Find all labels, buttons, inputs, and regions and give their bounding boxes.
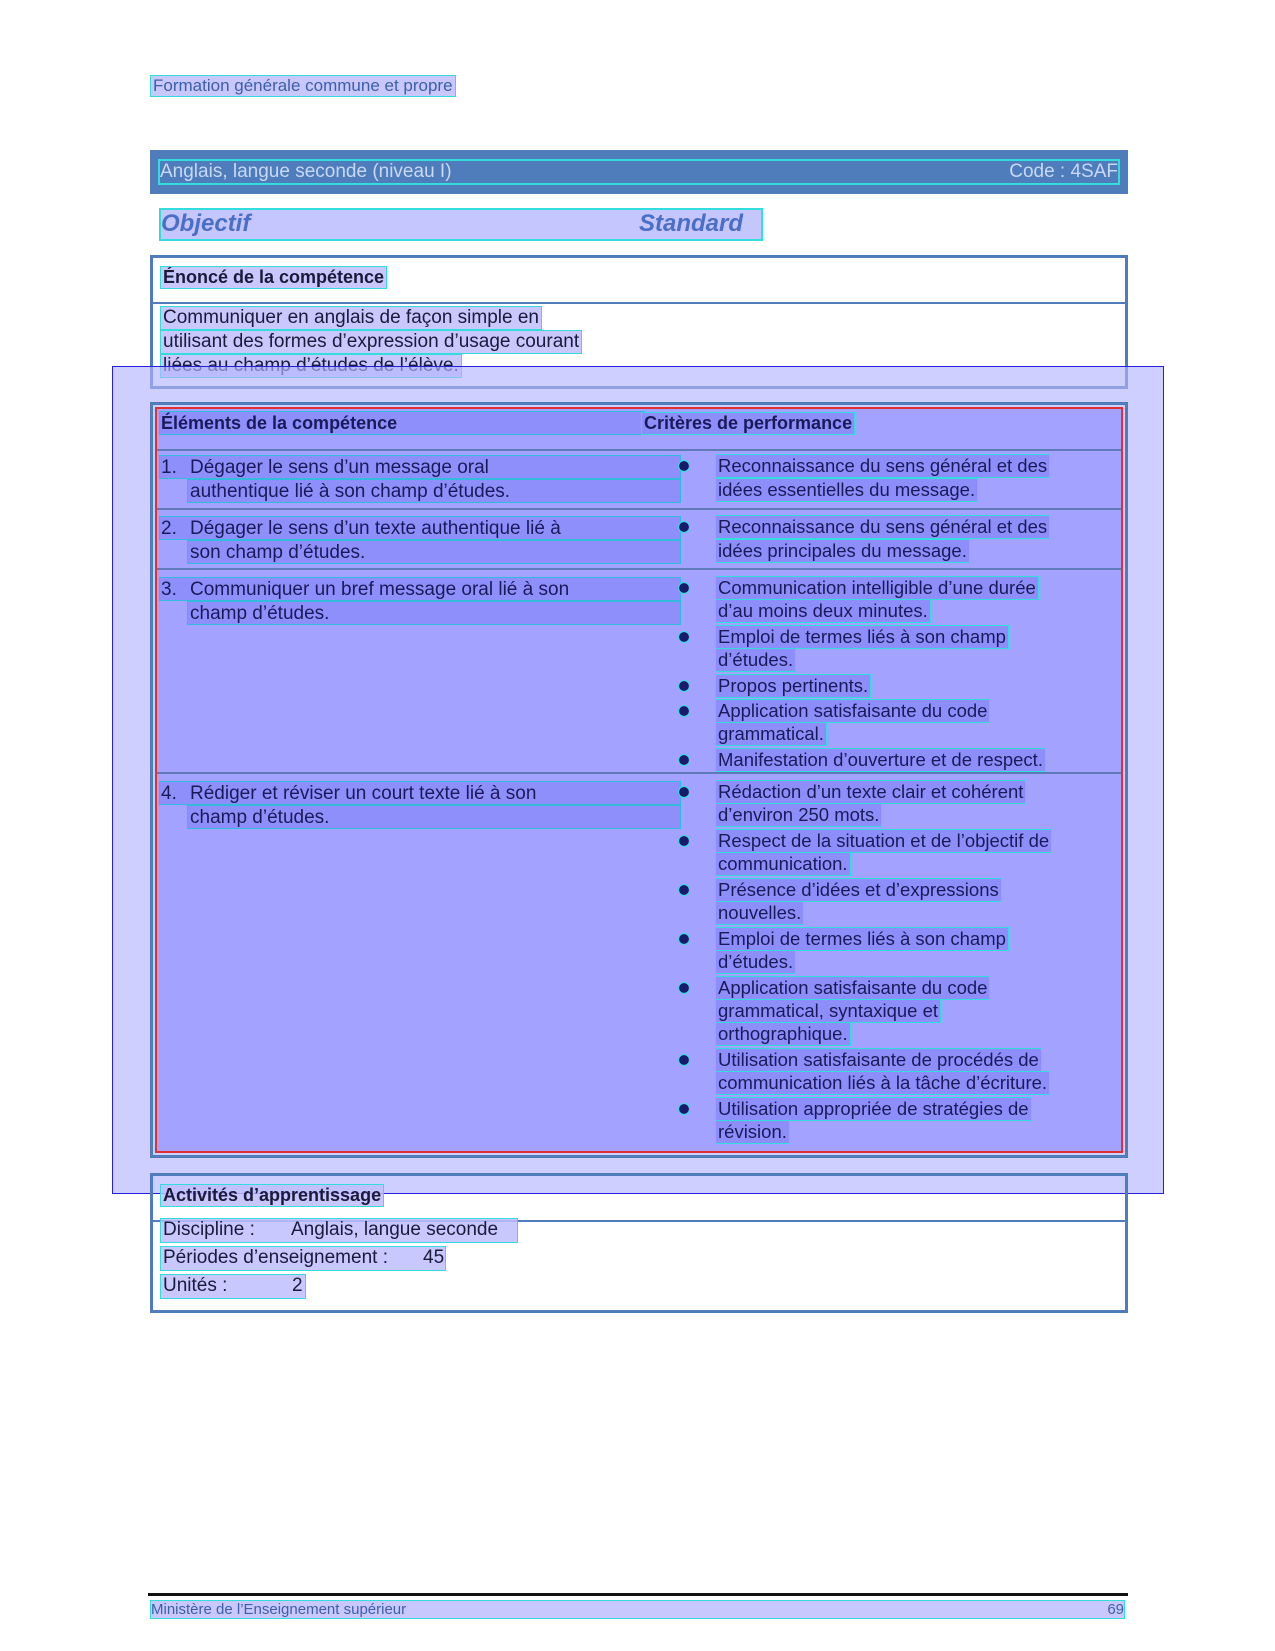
course-title: Anglais, langue seconde (niveau I) <box>160 161 452 182</box>
unites-value: 2 <box>292 1275 303 1296</box>
bullet-icon <box>679 1104 689 1114</box>
unites-label: Unités : <box>163 1275 228 1296</box>
element-number: 1. <box>161 457 177 478</box>
row-separator <box>157 568 1121 570</box>
bullet-icon <box>679 836 689 846</box>
enonce-line: utilisant des formes d’expression d’usage courant <box>163 331 580 352</box>
bullet-icon <box>679 681 689 691</box>
discipline-row <box>161 1219 517 1242</box>
row-separator <box>157 772 1121 774</box>
objective-label: Objectif <box>161 210 251 237</box>
criterion-line: Reconnaissance du sens général et des <box>718 516 1048 537</box>
criterion-line: Propos pertinents. <box>718 675 869 696</box>
criterion-line: Application satisfaisante du code <box>718 977 988 998</box>
enonce-title: Énoncé de la compétence <box>163 267 385 287</box>
bullet-icon <box>679 983 689 993</box>
row-separator <box>157 449 1121 451</box>
criterion-line: idées principales du message. <box>718 540 967 561</box>
criterion-line: Manifestation d’ouverture et de respect. <box>718 749 1043 770</box>
criterion-line: d’études. <box>718 951 794 972</box>
course-title-bar <box>150 150 1128 194</box>
criterion-line: d’au moins deux minutes. <box>718 600 928 621</box>
activites-title: Activités d’apprentissage <box>163 1185 382 1205</box>
criterion-line: Utilisation appropriée de stratégies de <box>718 1098 1029 1119</box>
criterion-line: Rédaction d’un texte clair et cohérent <box>718 781 1024 802</box>
element-line: Dégager le sens d’un message oral <box>190 457 489 478</box>
criterion-line: Emploi de termes liés à son champ <box>718 928 1006 949</box>
standard-label: Standard <box>639 210 744 237</box>
criterion-line: Communication intelligible d’une durée <box>718 577 1036 598</box>
bullet-icon <box>679 755 689 765</box>
criterion-line: communication liés à la tâche d’écriture. <box>718 1072 1048 1093</box>
enonce-line: Communiquer en anglais de façon simple en <box>163 307 539 328</box>
discipline-value: Anglais, langue seconde <box>291 1219 499 1240</box>
bullet-icon <box>679 885 689 895</box>
criterion-line: Reconnaissance du sens général et des <box>718 455 1048 476</box>
col-elements-header: Éléments de la compétence <box>161 413 398 433</box>
criterion-line: Présence d’idées et d’expressions <box>718 879 999 900</box>
element-line: champ d’études. <box>190 603 330 624</box>
criterion-line: Respect de la situation et de l’objectif de <box>718 830 1050 851</box>
unites-row <box>161 1275 305 1298</box>
bullet-icon <box>679 706 689 716</box>
criterion-line: communication. <box>718 853 848 874</box>
criterion-line: orthographique. <box>718 1023 848 1044</box>
criterion-line: Emploi de termes liés à son champ <box>718 626 1006 647</box>
footer <box>151 1601 1124 1618</box>
bullet-icon <box>679 583 689 593</box>
element-line: champ d’études. <box>190 807 330 828</box>
running-head: Formation générale commune et propre <box>153 76 453 95</box>
criterion-line: nouvelles. <box>718 902 802 923</box>
criterion-line: d’environ 250 mots. <box>718 804 880 825</box>
element-line: authentique lié à son champ d’études. <box>190 481 511 502</box>
bullet-icon <box>679 934 689 944</box>
criterion-line: grammatical, syntaxique et <box>718 1000 939 1021</box>
course-title-row <box>160 161 1118 183</box>
criterion-line: Application satisfaisante du code <box>718 700 988 721</box>
footer-rule <box>148 1593 1128 1596</box>
criterion-line: révision. <box>718 1121 787 1142</box>
row-separator <box>157 508 1121 510</box>
bullet-icon <box>679 632 689 642</box>
element-line: son champ d’études. <box>190 542 366 563</box>
bullet-icon <box>679 522 689 532</box>
bullet-icon <box>679 461 689 471</box>
bullet-icon <box>679 787 689 797</box>
criterion-line: idées essentielles du message. <box>718 479 976 500</box>
element-number: 2. <box>161 518 177 539</box>
discipline-label: Discipline : <box>163 1219 255 1240</box>
element-line: Communiquer un bref message oral lié à son <box>190 579 570 600</box>
bullet-icon <box>679 1055 689 1065</box>
criterion-line: Utilisation satisfaisante de procédés de <box>718 1049 1039 1070</box>
element-number: 4. <box>161 783 177 804</box>
element-line: Dégager le sens d’un texte authentique lié à <box>190 518 561 539</box>
col-criteres-header: Critères de performance <box>644 413 853 433</box>
element-number: 3. <box>161 579 177 600</box>
periodes-value: 45 <box>423 1247 445 1268</box>
element-line: Rédiger et réviser un court texte lié à son <box>190 783 537 804</box>
page-number: 69 <box>1107 1601 1124 1618</box>
objective-standard-row <box>161 210 761 239</box>
periodes-row <box>161 1247 445 1270</box>
criterion-line: grammatical. <box>718 723 824 744</box>
course-code: Code : 4SAF <box>1009 161 1118 182</box>
periodes-label: Périodes d’enseignement : <box>163 1247 388 1268</box>
criterion-line: d’études. <box>718 649 794 670</box>
footer-ministry: Ministère de l’Enseignement supérieur <box>151 1601 407 1618</box>
